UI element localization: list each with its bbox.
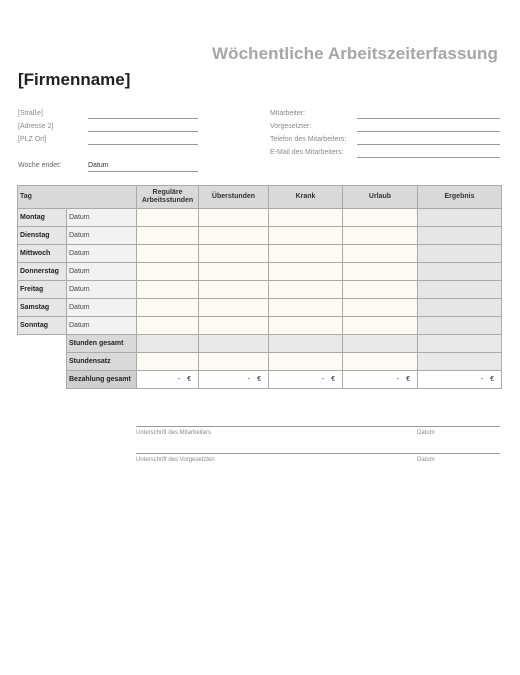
week-end-field[interactable]: Datum (88, 162, 198, 172)
date-cell[interactable]: Datum (67, 299, 137, 317)
supervisor-signature-label: Unterschrift des Vorgesetzten (136, 457, 215, 463)
overtime-cell[interactable] (199, 209, 269, 227)
day-label: Freitag (18, 281, 67, 299)
result-cell (418, 227, 502, 245)
total-pay-row (18, 371, 502, 389)
total-vacation (343, 335, 418, 353)
vacation-cell[interactable] (343, 227, 418, 245)
vacation-cell[interactable] (343, 317, 418, 335)
day-label: Mittwoch (18, 245, 67, 263)
date-cell[interactable]: Datum (67, 209, 137, 227)
overtime-cell[interactable] (199, 263, 269, 281)
table-row (18, 317, 502, 335)
table-row (18, 281, 502, 299)
regular-hours-cell[interactable] (137, 227, 199, 245)
employee-label: Mitarbeiter: (270, 110, 306, 117)
euro-sign: € (406, 376, 410, 383)
pay-result (418, 371, 502, 389)
day-label: Montag (18, 209, 67, 227)
regular-hours-cell[interactable] (137, 317, 199, 335)
euro-sign: € (331, 376, 335, 383)
sick-cell[interactable] (269, 263, 343, 281)
date-cell[interactable]: Datum (67, 281, 137, 299)
day-label: Sonntag (18, 317, 67, 335)
overtime-cell[interactable] (199, 317, 269, 335)
address2-line (88, 131, 198, 132)
rate-vacation-cell[interactable] (343, 353, 418, 371)
regular-hours-cell[interactable] (137, 209, 199, 227)
company-name[interactable]: [Firmenname] (18, 70, 131, 89)
email-label: E-Mail des Mitarbeiters: (270, 149, 344, 156)
date-cell[interactable]: Datum (67, 227, 137, 245)
city-line (88, 144, 198, 145)
hourly-rate-label: Stundensatz (67, 353, 137, 371)
pay-amount: - (321, 376, 325, 383)
header-vacation: Urlaub (343, 186, 418, 209)
pay-regular (137, 371, 199, 389)
regular-hours-cell[interactable] (137, 263, 199, 281)
header-overtime: Überstunden (199, 186, 269, 209)
pay-amount: - (396, 376, 400, 383)
result-cell (418, 299, 502, 317)
euro-sign: € (490, 376, 494, 383)
result-cell (418, 209, 502, 227)
table-row (18, 263, 502, 281)
supervisor-signature-line[interactable] (136, 453, 500, 454)
phone-label: Telefon des Mitarbeiters: (270, 136, 347, 143)
week-end-label: Woche endet: (18, 162, 62, 169)
empty-cell (18, 371, 67, 389)
table-row (18, 227, 502, 245)
empty-cell (18, 335, 67, 353)
regular-hours-cell[interactable] (137, 281, 199, 299)
date-cell[interactable]: Datum (67, 245, 137, 263)
vacation-cell[interactable] (343, 263, 418, 281)
hourly-rate-row (18, 353, 502, 371)
employee-signature-line[interactable] (136, 426, 500, 427)
overtime-cell[interactable] (199, 245, 269, 263)
sick-cell[interactable] (269, 209, 343, 227)
overtime-cell[interactable] (199, 299, 269, 317)
total-hours-row (18, 335, 502, 353)
euro-sign: € (257, 376, 261, 383)
address2-label[interactable]: [Adresse 2] (18, 123, 54, 130)
regular-hours-cell[interactable] (137, 299, 199, 317)
day-label: Dienstag (18, 227, 67, 245)
day-label: Donnerstag (18, 263, 67, 281)
rate-regular-cell[interactable] (137, 353, 199, 371)
table-row (18, 209, 502, 227)
overtime-cell[interactable] (199, 227, 269, 245)
header-day: Tag (18, 186, 137, 209)
rate-overtime-cell[interactable] (199, 353, 269, 371)
pay-vacation (343, 371, 418, 389)
table-row (18, 299, 502, 317)
rate-sick-cell[interactable] (269, 353, 343, 371)
day-label: Samstag (18, 299, 67, 317)
vacation-cell[interactable] (343, 281, 418, 299)
sick-cell[interactable] (269, 317, 343, 335)
header-sick: Krank (269, 186, 343, 209)
supervisor-field[interactable] (357, 131, 500, 132)
supervisor-label: Vorgesetzter: (270, 123, 312, 130)
rate-result-cell (418, 353, 502, 371)
date-cell[interactable]: Datum (67, 263, 137, 281)
total-overtime (199, 335, 269, 353)
sick-cell[interactable] (269, 299, 343, 317)
phone-field[interactable] (357, 144, 500, 145)
empty-cell (18, 353, 67, 371)
total-regular-hours (137, 335, 199, 353)
supervisor-signature-date-label: Datum (417, 457, 435, 463)
total-pay-label: Bezahlung gesamt (67, 371, 137, 389)
street-line (88, 118, 198, 119)
vacation-cell[interactable] (343, 299, 418, 317)
employee-signature-date-label: Datum (417, 430, 435, 436)
employee-field[interactable] (357, 118, 500, 119)
sick-cell[interactable] (269, 227, 343, 245)
employee-signature-label: Unterschrift des Mitarbeiters (136, 430, 212, 436)
document-title: Wöchentliche Arbeitszeiterfassung (211, 44, 498, 63)
header-regular-hours: Reguläre Arbeitsstunden (137, 186, 199, 209)
sick-cell[interactable] (269, 245, 343, 263)
timesheet-table (17, 185, 502, 389)
date-cell[interactable]: Datum (67, 317, 137, 335)
regular-hours-cell[interactable] (137, 245, 199, 263)
result-cell (418, 281, 502, 299)
result-cell (418, 245, 502, 263)
result-cell (418, 263, 502, 281)
table-header-row (18, 186, 502, 209)
pay-sick (269, 371, 343, 389)
street-label[interactable]: [Straße] (18, 110, 43, 117)
total-result (418, 335, 502, 353)
vacation-cell[interactable] (343, 209, 418, 227)
header-result: Ergebnis (418, 186, 502, 209)
euro-sign: € (187, 376, 191, 383)
total-sick (269, 335, 343, 353)
overtime-cell[interactable] (199, 281, 269, 299)
sick-cell[interactable] (269, 281, 343, 299)
pay-amount: - (480, 376, 484, 383)
total-hours-label: Stunden gesamt (67, 335, 137, 353)
email-field[interactable] (357, 157, 500, 158)
pay-overtime (199, 371, 269, 389)
vacation-cell[interactable] (343, 245, 418, 263)
result-cell (418, 317, 502, 335)
pay-amount: - (177, 376, 181, 383)
city-label[interactable]: [PLZ Ort] (18, 136, 47, 143)
table-row (18, 245, 502, 263)
pay-amount: - (247, 376, 251, 383)
